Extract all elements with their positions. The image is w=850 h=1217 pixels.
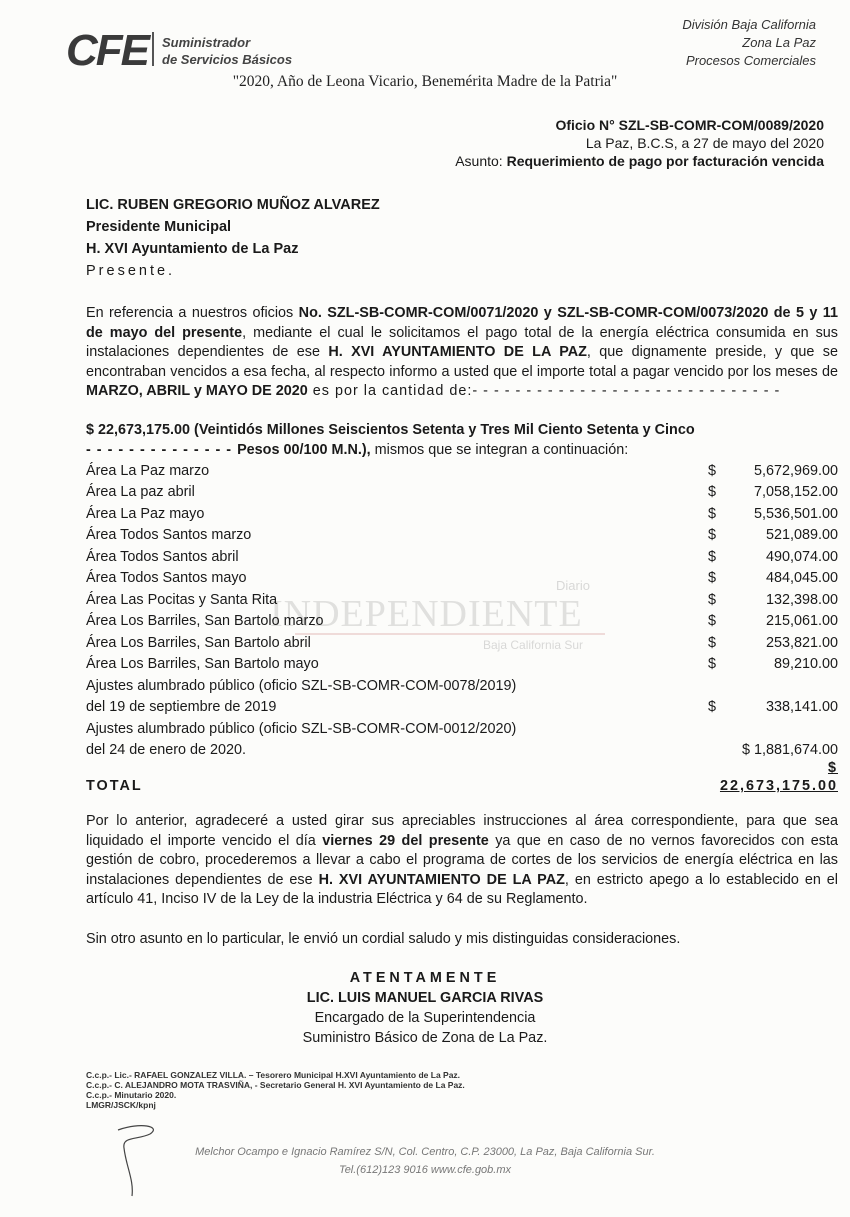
- currency-sign: $: [708, 613, 717, 629]
- oficio-number: Oficio N° SZL-SB-COMR-COM/0089/2020: [555, 117, 824, 133]
- recipient-block: [86, 194, 380, 282]
- logo-sub-line1: Suministrador: [162, 35, 251, 50]
- recipient-role: Presidente Municipal: [86, 219, 232, 235]
- recipient-name: LIC. RUBEN GREGORIO MUÑOZ ALVAREZ: [86, 197, 380, 213]
- p1-e: , que dignamente preside, y que se encontraban vencidos a esa fecha, al respecto informo a usted que el importe total a pagar vencido por los meses de: [86, 344, 838, 380]
- p1-g: es por la cantidad de:- - - - - - - - - - - - - - - - - - - - - - - - - - - - -: [307, 383, 781, 399]
- currency-sign: $: [708, 656, 717, 672]
- asunto-text: Requerimiento de pago por facturación vencida: [506, 153, 824, 169]
- currency-sign: $: [708, 505, 717, 522]
- footer-address: Melchor Ocampo e Ignacio Ramírez S/N, Col. Centro, C.P. 23000, La Paz, Baja California Sur.: [195, 1146, 655, 1158]
- amount-dashes: - - - - - - - - - - - - - -: [86, 441, 238, 458]
- item-label: Área Las Pocitas y Santa Rita: [86, 591, 278, 608]
- item-amount: [708, 587, 838, 609]
- motto: "2020, Año de Leona Vicario, Benemérita Madre de la Patria": [232, 73, 618, 90]
- total-row: [86, 759, 838, 795]
- empty-cell: [708, 716, 838, 738]
- signature-block: [0, 968, 850, 1048]
- ccp-block: [86, 1070, 465, 1110]
- charges-table: [86, 458, 838, 795]
- p1-b: No. SZL-SB-COMR-COM/0071/2020 y SZL-SB-COMR-COM/0073/2020 de 5 y 11 de mayo del presente: [86, 305, 839, 341]
- table-row: [86, 695, 838, 717]
- watermark-diario: Diario: [556, 578, 590, 593]
- amount-value: 89,210.00: [773, 656, 838, 672]
- item-amount: [708, 695, 838, 717]
- item-label: Área La Paz marzo: [86, 462, 210, 479]
- total-label: TOTAL: [86, 778, 143, 794]
- oficio-date: La Paz, B.C.S, a 27 de mayo del 2020: [585, 135, 824, 151]
- p2-c: ya que en caso de no vernos favorecidos con esta gestión de cobro, procederemos a llevar a cabo el programa de cortes de los servicios de energía eléctrica en las instalaciones dependientes de ese: [86, 832, 839, 888]
- p1-d: H. XVI AYUNTAMIENTO DE LA PAZ: [328, 344, 587, 360]
- table-row: [86, 587, 838, 609]
- currency-sign: $: [708, 591, 717, 608]
- ccp-line3: C.c.p.- Minutario 2020.: [86, 1090, 177, 1100]
- amount-value: 215,061.00: [765, 613, 838, 629]
- item-label: Área Todos Santos marzo: [86, 527, 252, 543]
- logo-divider: [152, 32, 154, 66]
- oficio-block: [455, 116, 824, 170]
- body-paragraph-2: [86, 812, 838, 910]
- watermark-brand: INDEPENDIENTE: [270, 593, 583, 635]
- adjust2-line2: del 24 de enero de 2020.: [86, 742, 247, 758]
- amount-value: 521,089.00: [765, 527, 838, 543]
- item-amount: [708, 523, 838, 545]
- amount-value: 338,141.00: [765, 699, 838, 715]
- cfe-logo: CFE: [66, 26, 148, 75]
- p2-b: viernes 29 del presente: [322, 832, 489, 849]
- item-amount: [708, 458, 838, 480]
- item-label: Área Todos Santos abril: [86, 548, 239, 565]
- item-amount: [708, 544, 838, 566]
- watermark-region: Baja California Sur: [483, 638, 584, 652]
- logo-subtitle: [162, 34, 292, 68]
- amount-tail: mismos que se integran a continuación:: [370, 441, 629, 458]
- division-line3: Procesos Comerciales: [685, 53, 816, 68]
- item-amount: [708, 501, 838, 523]
- amount-value: 490,074.00: [765, 548, 838, 565]
- division-line1: División Baja California: [682, 17, 816, 32]
- p1-c: , mediante el cual le solicitamos el pago total de la energía eléctrica consumida en sus instalaciones dependientes de ese: [86, 324, 838, 360]
- ccp-line4: LMGR/JSCK/kpnj: [86, 1100, 156, 1110]
- item-amount: [708, 566, 838, 588]
- table-row: [86, 716, 838, 738]
- currency-sign: $: [708, 484, 717, 500]
- table-row: [86, 458, 838, 480]
- item-label: Área Los Barriles, San Bartolo marzo: [86, 613, 324, 629]
- empty-cell: [708, 673, 838, 695]
- amount-line: $ 22,673,175.00 (Veintidós Millones Seiscientos Setenta y Tres Mil Ciento Setenta y Cinco: [86, 422, 695, 438]
- item-amount: [708, 738, 838, 760]
- amount-value: 7,058,152.00: [753, 484, 838, 500]
- table-row: [86, 544, 838, 566]
- p2-d: H. XVI AYUNTAMIENTO DE LA PAZ: [318, 871, 565, 888]
- total-value: 22,673,175.00: [719, 778, 838, 794]
- table-row: [86, 673, 838, 695]
- signer-name: LIC. LUIS MANUEL GARCIA RIVAS: [306, 990, 544, 1006]
- amount-value: 484,045.00: [765, 570, 838, 586]
- item-label: Área La Paz mayo: [86, 505, 205, 522]
- item-amount: [708, 609, 838, 631]
- amount-line2: Pesos 00/100 M.N.),: [237, 441, 371, 458]
- item-label: Área Todos Santos mayo: [86, 570, 247, 586]
- logo-sub-line2: de Servicios Básicos: [162, 52, 293, 67]
- table-row: [86, 738, 838, 760]
- item-amount: [708, 480, 838, 502]
- footer: [0, 1143, 850, 1179]
- body-paragraph-3: Sin otro asunto en lo particular, le envió un cordial saludo y mis distinguidas consideraciones.: [86, 931, 681, 947]
- ccp-line2: C.c.p.- C. ALEJANDRO MOTA TRASVIÑA, - Secretario General H. XVI Ayuntamiento de La Paz.: [86, 1080, 465, 1090]
- total-amount: [708, 759, 838, 795]
- amount-value: 5,536,501.00: [753, 505, 838, 522]
- currency-sign: $: [708, 699, 717, 715]
- signer-title1: Encargado de la Superintendencia: [314, 1010, 536, 1026]
- item-label: Área Los Barriles, San Bartolo mayo: [86, 656, 319, 672]
- currency-sign: $: [708, 570, 717, 586]
- table-row: [86, 480, 838, 502]
- currency-sign: $: [708, 527, 717, 543]
- currency-sign: $: [741, 742, 750, 758]
- atentamente: ATENTAMENTE: [349, 970, 501, 986]
- p1-a: En referencia a nuestros oficios: [86, 305, 299, 321]
- signer-title2: Suministro Básico de Zona de La Paz.: [302, 1030, 548, 1046]
- item-label: Área La paz abril: [86, 484, 195, 500]
- currency-sign: $: [708, 548, 717, 565]
- asunto-label: Asunto:: [455, 153, 503, 169]
- oficio-asunto: [455, 152, 824, 170]
- amount-value: 253,821.00: [765, 634, 838, 651]
- adjust1-line2: del 19 de septiembre de 2019: [86, 699, 277, 715]
- currency-sign: $: [708, 462, 717, 479]
- body-paragraph-1: [86, 304, 838, 402]
- item-label: Área Los Barriles, San Bartolo abril: [86, 634, 311, 651]
- footer-contact: Tel.(612)123 9016 www.cfe.gob.mx: [338, 1164, 512, 1176]
- p1-f: MARZO, ABRIL y MAYO DE 2020: [86, 383, 308, 399]
- currency-sign: $: [827, 760, 838, 776]
- amount-value: 132,398.00: [765, 591, 838, 608]
- table-row: [86, 652, 838, 674]
- p2-e: , en estricto apego a lo establecido en el artículo 41, Inciso IV de la Ley de la industria Eléctrica y 64 de su Reglamento.: [86, 871, 838, 907]
- item-amount: [708, 652, 838, 674]
- adjust2-line1: Ajustes alumbrado público (oficio SZL-SB-COMR-COM-0012/2020): [86, 720, 517, 737]
- amount-paragraph: [86, 421, 838, 460]
- table-row: [86, 609, 838, 631]
- division-block: [682, 16, 816, 70]
- presente: Presente.: [86, 263, 176, 279]
- table-row: [86, 523, 838, 545]
- item-amount: [708, 630, 838, 652]
- p2-a: Por lo anterior, agradeceré a usted girar sus apreciables instrucciones al área correspondiente, para que sea liquidado el importe vencido el día: [86, 813, 838, 849]
- table-row: [86, 630, 838, 652]
- adjust1-line1: Ajustes alumbrado público (oficio SZL-SB-COMR-COM-0078/2019): [86, 677, 517, 694]
- division-line2: Zona La Paz: [742, 35, 816, 50]
- table-row: [86, 501, 838, 523]
- table-row: [86, 566, 838, 588]
- amount-value: 5,672,969.00: [753, 462, 838, 479]
- amount-value: 1,881,674.00: [753, 742, 838, 758]
- ccp-line1: C.c.p.- Lic.- RAFAEL GONZALEZ VILLA. – Tesorero Municipal H.XVI Ayuntamiento de La Paz.: [86, 1070, 461, 1080]
- recipient-org: H. XVI Ayuntamiento de La Paz: [86, 241, 299, 257]
- currency-sign: $: [708, 634, 717, 651]
